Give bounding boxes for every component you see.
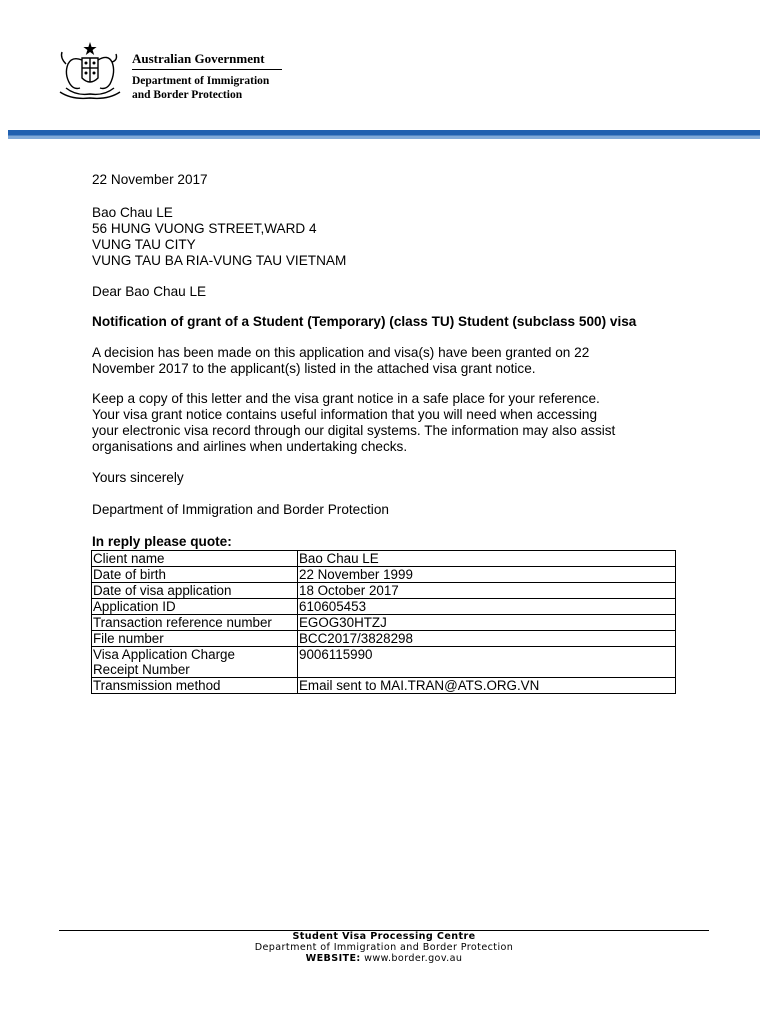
paragraph-line: your electronic visa record through our digital systems. The information may also assist [92, 423, 616, 438]
footer-department: Department of Immigration and Border Protection [254, 942, 514, 953]
reply-heading: In reply please quote: [92, 534, 232, 549]
row-value: 18 October 2017 [298, 583, 676, 599]
row-label: Transmission method [92, 678, 298, 694]
paragraph-line: November 2017 to the applicant(s) listed in the attached visa grant notice. [92, 361, 536, 376]
row-label-line-1: Visa Application Charge [93, 647, 235, 662]
row-value: 22 November 1999 [298, 567, 676, 583]
paragraph-line: A decision has been made on this application and visa(s) have been granted on 22 [92, 345, 590, 360]
paragraph-line: organisations and airlines when undertaking checks. [92, 439, 408, 454]
government-title: Australian Government [132, 51, 265, 66]
letter-subject: Notification of grant of a Student (Temporary) (class TU) Student (subclass 500) visa [92, 314, 637, 329]
table-row [92, 583, 676, 599]
row-value: EGOG30HTZJ [298, 615, 676, 631]
row-label: Application ID [92, 599, 298, 615]
table-row [92, 551, 676, 567]
row-label-line-2: Receipt Number [93, 662, 190, 677]
table-row [92, 599, 676, 615]
letterhead [52, 38, 292, 108]
header-divider [132, 69, 282, 70]
reply-quote-table [91, 550, 676, 694]
row-value: 9006115990 [298, 647, 676, 678]
table-row [92, 567, 676, 583]
row-value: Email sent to MAI.TRAN@ATS.ORG.VN [298, 678, 676, 694]
paragraph-line: Your visa grant notice contains useful information that you will need when accessing [92, 407, 598, 422]
letter-date: 22 November 2017 [92, 172, 208, 187]
row-label: Date of visa application [92, 583, 298, 599]
footer [59, 931, 709, 964]
coat-of-arms-icon [52, 38, 128, 104]
recipient-name: Bao Chau LE [92, 205, 173, 220]
table-row [92, 631, 676, 647]
department-name [132, 74, 269, 102]
department-line-1: Department of Immigration [132, 75, 270, 87]
header-blue-bar [8, 130, 760, 139]
row-value: 610605453 [298, 599, 676, 615]
address-line-3: VUNG TAU BA RIA-VUNG TAU VIETNAM [92, 253, 347, 268]
footer-centre: Student Visa Processing Centre [292, 931, 476, 942]
decision-paragraph [92, 345, 589, 377]
salutation: Dear Bao Chau LE [92, 284, 207, 299]
row-label: Client name [92, 551, 298, 567]
keep-copy-paragraph [92, 391, 615, 455]
closing: Yours sincerely [92, 470, 184, 485]
row-label: File number [92, 631, 298, 647]
paragraph-line: Keep a copy of this letter and the visa grant notice in a safe place for your reference. [92, 391, 600, 406]
table-row [92, 615, 676, 631]
footer-website [59, 953, 709, 964]
website-url: www.border.gov.au [364, 953, 463, 964]
signatory: Department of Immigration and Border Protection [92, 502, 389, 517]
website-label: WEBSITE: [305, 953, 361, 964]
address-line-1: 56 HUNG VUONG STREET,WARD 4 [92, 221, 317, 236]
row-value: Bao Chau LE [298, 551, 676, 567]
row-label: Transaction reference number [92, 615, 298, 631]
department-line-2: and Border Protection [132, 89, 243, 101]
table-row [92, 678, 676, 694]
row-label [92, 647, 298, 678]
recipient-address [92, 205, 346, 269]
row-value: BCC2017/3828298 [298, 631, 676, 647]
row-label: Date of birth [92, 567, 298, 583]
table-row [92, 647, 676, 678]
address-line-2: VUNG TAU CITY [92, 237, 196, 252]
